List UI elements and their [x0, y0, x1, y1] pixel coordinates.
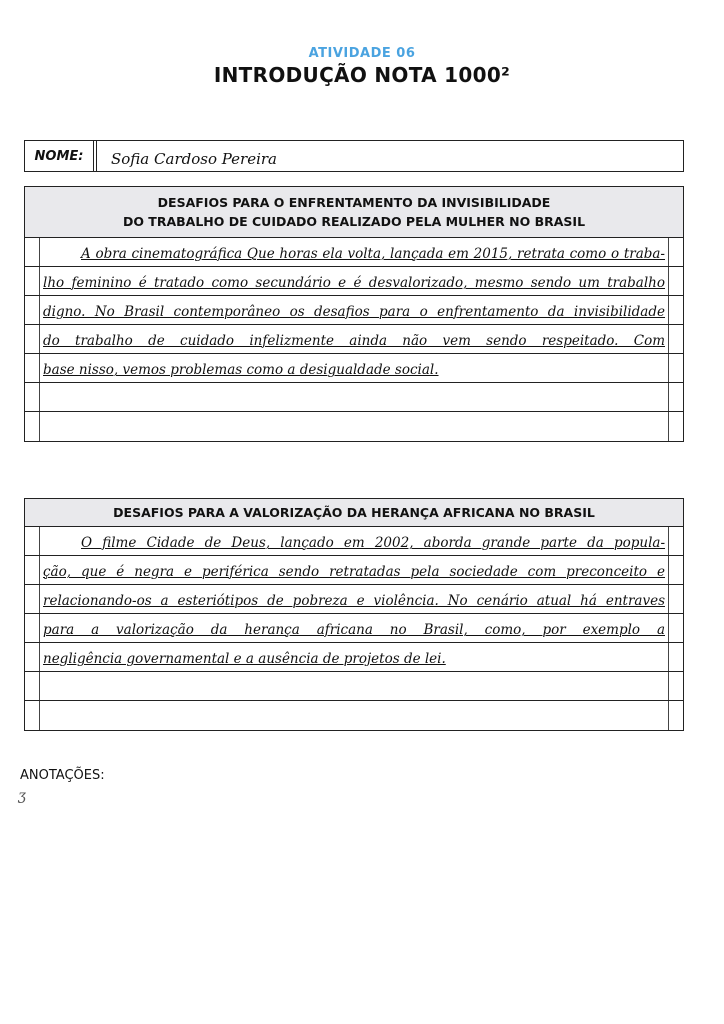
writing-line — [25, 527, 683, 556]
section-invisibility-title-line-2: DO TRABALHO DE CUIDADO REALIZADO PELA MULHER NO BRASIL — [122, 214, 586, 229]
handwritten-text: O filme Cidade de Deus, lançado em 2002, aborda grande parte da popula- — [81, 535, 665, 551]
page-title: INTRODUÇÃO NOTA 1000² — [213, 63, 511, 87]
writing-line — [25, 585, 683, 614]
section-invisibility-title-line-1: DESAFIOS PARA O ENFRENTAMENTO DA INVISIBILIDADE — [157, 195, 551, 210]
handwritten-text: para a valorização da herança africana no Brasil, como, por exemplo a — [43, 622, 665, 638]
writing-line — [25, 238, 683, 267]
handwritten-text: A obra cinematográfica Que horas ela volta, lançada em 2015, retrata como o traba- — [81, 246, 665, 262]
notes-label: ANOTAÇÕES: — [20, 768, 105, 783]
writing-line — [25, 556, 683, 585]
writing-line — [25, 672, 683, 701]
handwritten-text: base nisso, vemos problemas como a desigualdade social. — [43, 362, 439, 378]
section-invisibility-lines — [25, 238, 683, 441]
writing-line — [25, 614, 683, 643]
section-african-heritage-lines — [25, 527, 683, 730]
name-value: Sofia Cardoso Pereira — [111, 150, 277, 168]
writing-line — [25, 643, 683, 672]
handwritten-text: relacionando-os a esteriótipos de pobreza e violência. No cenário atual há entraves — [43, 593, 665, 609]
name-label: NOME: — [25, 141, 97, 171]
handwritten-text: ção, que é negra e periférica sendo retratadas pela sociedade com preconceito e — [43, 564, 665, 580]
section-african-heritage — [24, 498, 684, 731]
writing-line — [25, 325, 683, 354]
writing-line — [25, 296, 683, 325]
writing-line — [25, 412, 683, 441]
notes-handwritten-mark: ʒ — [18, 788, 26, 804]
handwritten-text: negligência governamental e a ausência de projetos de lei. — [43, 651, 446, 667]
section-invisibility-heading — [25, 187, 683, 238]
writing-line — [25, 354, 683, 383]
handwritten-text: do trabalho de cuidado infelizmente ainda não vem sendo respeitado. Com — [43, 333, 665, 349]
page-header — [0, 46, 724, 87]
writing-line — [25, 701, 683, 730]
writing-line — [25, 267, 683, 296]
section-african-heritage-heading: DESAFIOS PARA A VALORIZAÇÃO DA HERANÇA AFRICANA NO BRASIL — [25, 499, 683, 527]
section-invisibility — [24, 186, 684, 442]
writing-line — [25, 383, 683, 412]
handwritten-text: digno. No Brasil contemporâneo os desafios para o enfrentamento da invisibilidade — [43, 304, 665, 320]
name-row — [24, 140, 684, 172]
activity-number: ATIVIDADE 06 — [308, 46, 416, 61]
handwritten-text: lho feminino é tratado como secundário e é desvalorizado, mesmo sendo um trabalho — [43, 275, 665, 291]
